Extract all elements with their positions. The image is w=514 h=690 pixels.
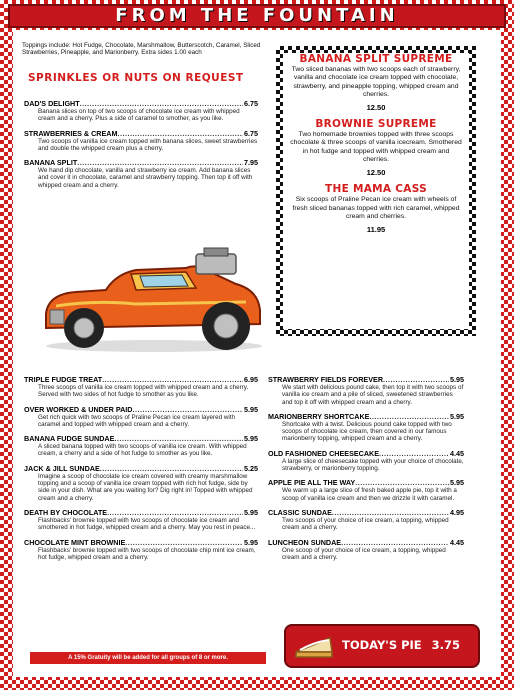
special-name: THE MAMA CASS xyxy=(325,183,427,196)
sprinkles-note: SPRINKLES OR NUTS ON REQUEST xyxy=(28,72,244,84)
dot-leader xyxy=(77,158,243,167)
menu-list-bottom-right xyxy=(268,375,464,567)
menu-item-description: We hand dip chocolate, vanilla and strawberry ice cream. Add banana slices and cover it in chocolate, caramel and strawberry topping. Then top it off with whipped cream and a cherry. xyxy=(38,167,253,189)
specials-box xyxy=(276,46,476,336)
menu-item xyxy=(268,412,464,443)
dot-leader xyxy=(132,405,243,414)
todays-pie-text xyxy=(342,638,460,652)
menu-item-description: Two scoops of vanilla ice cream topped with banana slices, sweet strawberries and double the whipped cream plus a cherry. xyxy=(38,137,258,152)
menu-item-header xyxy=(24,508,258,517)
menu-item-price: 5.95 xyxy=(450,411,464,421)
menu-item-header xyxy=(268,508,464,517)
dot-leader xyxy=(80,99,243,108)
menu-item-header xyxy=(24,464,258,473)
menu-list-top-left xyxy=(24,99,258,195)
special-price: 12.50 xyxy=(366,103,386,113)
menu-item-description: Banana slices on top of two scoops of chocolate ice cream with whipped cream and a cherry. Plus a side of caramel to smother, as you like. xyxy=(38,108,240,123)
menu-item xyxy=(268,375,464,406)
dot-leader xyxy=(379,449,449,458)
menu-item-name: STRAWBERRIES & CREAM xyxy=(24,128,118,138)
header-banner xyxy=(8,4,506,28)
menu-item-price: 6.75 xyxy=(244,128,258,138)
special-price: 12.50 xyxy=(366,168,386,178)
special-description: Two homemade brownies topped with three scoops chocolate & three scoops of vanilla icecream. Smothered in hot fudge and topped with whipped cream and cherries. xyxy=(290,131,462,164)
dot-leader xyxy=(117,129,243,138)
toppings-note: Toppings include: Hot Fudge, Chocolate, Marshmallow, Butterscotch, Caramel, Sliced Strawberries, Pineapple, and Marionberry. Extra sides 1.00 each xyxy=(22,42,261,57)
menu-item-description: Get rich quick with two scoops of Praline Pecan ice cream layered with caramel and topped with whipped cream and a cherry. xyxy=(38,413,236,428)
menu-item xyxy=(24,464,258,502)
menu-item xyxy=(24,405,258,429)
menu-item-header xyxy=(268,412,464,421)
menu-item xyxy=(24,375,258,399)
menu-item-description: A large slice of cheesecake topped with your choice of chocolate, strawberry, or marionberry topping. xyxy=(282,457,464,473)
dot-leader xyxy=(341,538,449,547)
menu-item-name: DAD'S DELIGHT xyxy=(24,99,80,108)
menu-item-price: 5.95 xyxy=(450,375,464,384)
menu-item-price: 4.45 xyxy=(450,537,464,547)
menu-item-name: MARIONBERRY SHORTCAKE xyxy=(268,411,370,421)
menu-item-header xyxy=(24,538,258,547)
pie-slice-icon xyxy=(294,632,334,660)
dot-leader xyxy=(114,434,243,443)
menu-item-price: 6.75 xyxy=(244,99,258,108)
menu-list-bottom-left xyxy=(24,375,258,567)
dot-leader xyxy=(107,508,243,517)
dot-leader xyxy=(369,412,449,421)
menu-item-description: Imagine a scoop of chocolate ice cream covered with creamy marshmallow topping and a scoop of vanilla ice cream topped with rich hot fudge, side by side in your dish. What are you waiting for? Dig right in! Topped with whipped cream and a cherry. xyxy=(38,472,253,502)
todays-pie-label: TODAY'S PIE xyxy=(342,638,422,652)
special-name: BROWNIE SUPREME xyxy=(315,118,437,131)
menu-item-name: LUNCHEON SUNDAE xyxy=(268,537,342,547)
specials-list xyxy=(283,53,469,234)
menu-item-price: 4.95 xyxy=(450,507,464,517)
special-description: Two sliced bananas with two scoops each of strawberry, vanilla and chocolate ice cream topped with chocolate, strawberry, and pineapple topping, whipped cream and cherries. xyxy=(291,66,461,98)
menu-item xyxy=(268,449,464,473)
menu-item xyxy=(24,538,258,562)
menu-item-header xyxy=(24,99,258,108)
menu-item xyxy=(268,478,464,502)
menu-item-name: CHOCOLATE MINT BROWNIE xyxy=(24,537,126,547)
menu-item-description: Two scoops of your choice of ice cream, a topping, whipped cream and a cherry. xyxy=(282,516,449,532)
menu-item-description: We start with delicious pound cake, then top it with two scoops of vanilla ice cream and a pile of sliced, sweetened strawberries and top it off with whipped cream and a cherry. xyxy=(282,384,464,406)
special-item xyxy=(283,53,469,112)
menu-item-description: Flashbacks' brownie topped with two scoops of chocolate ice cream and smothered in hot fudge, whipped cream and a cherry. May you rest in peace... xyxy=(38,516,256,532)
menu-item-description: We warm up a large slice of fresh baked apple pie, top it with a scoop of vanilla ice cream and then we drizzle it with caramel. xyxy=(282,487,457,502)
menu-item xyxy=(24,99,258,123)
menu-item-name: APPLE PIE ALL THE WAY xyxy=(268,478,356,488)
menu-item-price: 7.95 xyxy=(244,158,258,168)
menu-item xyxy=(24,508,258,532)
menu-item-description: Flashbacks' brownie topped with two scoops of chocolate chip mint ice cream, hot fudge, whipped cream and a cherry. xyxy=(38,546,256,561)
menu-item xyxy=(24,158,258,189)
dot-leader xyxy=(100,464,243,473)
dot-leader xyxy=(332,508,449,517)
menu-item-header xyxy=(268,375,464,384)
menu-item-name: OLD FASHIONED CHEESECAKE xyxy=(268,448,380,458)
menu-item-header xyxy=(268,478,464,487)
special-item xyxy=(283,183,469,234)
menu-item-description: Three scoops of vanilla ice cream topped with whipped cream and a cherry. Served with two sides of hot fudge to smother as you like. xyxy=(38,384,249,399)
menu-item-price: 5.95 xyxy=(244,404,258,414)
menu-item-name: BANANA FUDGE SUNDAE xyxy=(24,434,115,444)
menu-item-price: 5.95 xyxy=(244,434,258,444)
menu-item-header xyxy=(24,405,258,414)
menu-item-header xyxy=(268,449,464,458)
menu-item-price: 4.45 xyxy=(450,448,464,458)
menu-item-price: 5.95 xyxy=(244,537,258,547)
menu-item-header xyxy=(24,375,258,384)
menu-item-name: OVER WORKED & UNDER PAID xyxy=(24,404,133,414)
special-description: Six scoops of Praline Pecan ice cream with wheels of fresh sliced bananas topped with rich caramel, whipped cream and cherries. xyxy=(292,196,460,220)
menu-item-price: 5.95 xyxy=(450,478,464,488)
menu-item-name: BANANA SPLIT xyxy=(24,158,78,168)
menu-item-name: JACK & JILL SUNDAE xyxy=(24,463,100,473)
special-name: BANANA SPLIT SUPREME xyxy=(299,53,453,65)
menu-item-description: Shortcake with a twist. Delicious pound cake topped with two scoops of chocolate ice cream, then covered in our famous marionberry topping, whipped cream and a cherry. xyxy=(282,420,452,443)
menu-item-header xyxy=(24,129,258,138)
todays-pie-price: 3.75 xyxy=(431,638,461,652)
dot-leader xyxy=(125,538,243,547)
menu-item-header xyxy=(24,158,258,167)
menu-item-description: A sliced banana topped with two scoops of vanilla ice cream. With whipped cream, a cherry and a side of hot fudge to smother as you like. xyxy=(38,443,247,458)
menu-item-price: 5.95 xyxy=(244,507,258,517)
gratuity-note: A 15% Gratuity will be added for all groups of 8 or more. xyxy=(30,652,266,664)
menu-item xyxy=(268,538,464,562)
todays-pie-badge xyxy=(284,624,480,668)
menu-item-description: One scoop of your choice of ice cream, a topping, whipped cream and a cherry. xyxy=(282,546,446,561)
menu-item-name: TRIPLE FUDGE TREAT xyxy=(24,375,103,384)
menu-item xyxy=(268,508,464,532)
dot-leader xyxy=(102,375,243,384)
menu-item-header xyxy=(24,434,258,443)
hot-rod-car-illustration xyxy=(36,244,270,354)
dot-leader xyxy=(355,478,449,487)
dot-leader xyxy=(383,375,449,384)
menu-item xyxy=(24,434,258,458)
menu-item-name: STRAWBERRY FIELDS FOREVER xyxy=(268,375,384,384)
menu-item-price: 5.25 xyxy=(244,463,258,473)
special-price: 11.95 xyxy=(366,225,386,235)
special-item xyxy=(283,118,469,177)
menu-item-price: 6.95 xyxy=(244,375,258,384)
menu-item-header xyxy=(268,538,464,547)
page-title: FROM THE FOUNTAIN xyxy=(115,5,399,26)
menu-item-name: DEATH BY CHOCOLATE xyxy=(24,507,108,517)
menu-item xyxy=(24,129,258,153)
menu-item-name: CLASSIC SUNDAE xyxy=(268,507,332,517)
